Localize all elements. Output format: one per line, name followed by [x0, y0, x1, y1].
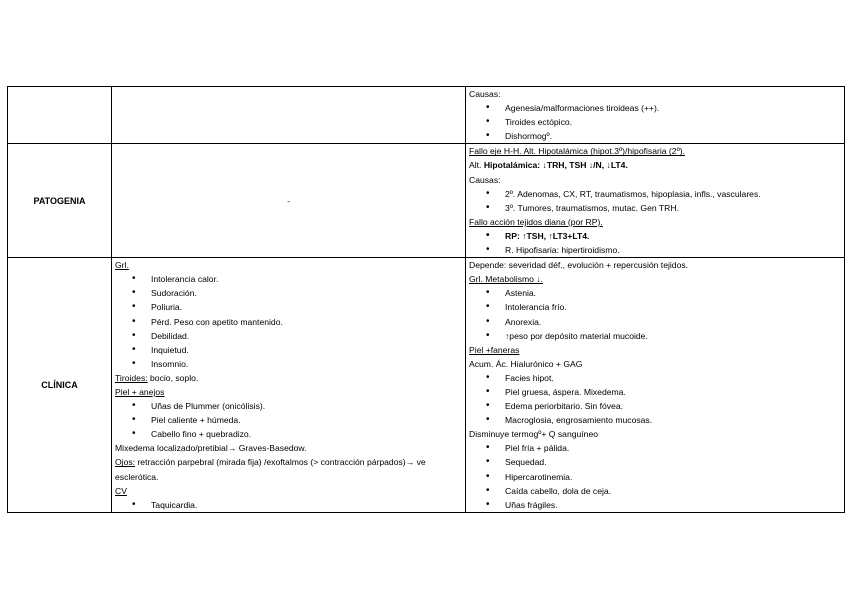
- list-item: • Anorexia.: [505, 315, 841, 329]
- tiroides-label: Tiroides:: [115, 372, 148, 383]
- list-item: • Insomnio.: [151, 357, 462, 371]
- list-item: • Debilidad.: [151, 329, 462, 343]
- middle-cell: [112, 87, 466, 144]
- cv-heading: CV: [115, 485, 127, 496]
- list-item: • ↑peso por depósito material mucoide.: [505, 329, 841, 343]
- list-item: • Macroglosia, engrosamiento mucosas.: [505, 413, 841, 427]
- list-item: • Inquietud.: [151, 343, 462, 357]
- list-item: • Sequedad.: [505, 455, 841, 469]
- list-item: • Hipercarotinemia.: [505, 470, 841, 484]
- mixedema-line: Mixedema localizado/pretibial→ Graves-Basedow.: [115, 443, 307, 454]
- disminuye-line: Disminuye termogº+ Q sanguíneo: [469, 429, 599, 440]
- acum-list: [469, 371, 841, 427]
- row-label: [8, 87, 112, 144]
- causas-title: Causas:: [469, 174, 501, 185]
- list-item: • Tiroides ectópico.: [505, 115, 841, 129]
- piel-faneras-heading: Piel +faneras: [469, 344, 520, 355]
- disminuye-list: [469, 441, 841, 511]
- list-item: • Caída cabello, dola de ceja.: [505, 484, 841, 498]
- rp-list: [469, 229, 841, 257]
- middle-cell: -: [112, 144, 466, 258]
- list-item: • Dishormogº.: [505, 129, 841, 143]
- depende-line: Depende: severidad déf., evolución + repercusión tejidos.: [469, 260, 689, 271]
- fallo-accion-heading: Fallo acción tejidos diana (por RP).: [469, 216, 603, 227]
- table-row: [8, 258, 845, 513]
- list-item: • Piel gruesa, áspera. Mixedema.: [505, 385, 841, 399]
- list-item: • Piel fría + pálida.: [505, 441, 841, 455]
- row-label-clinica: CLÍNICA: [8, 258, 112, 513]
- right-cell: [466, 87, 845, 144]
- alt-prefix: Alt.: [469, 160, 484, 171]
- list-item: • Astenia.: [505, 286, 841, 300]
- list-item: • Poliuria.: [151, 300, 462, 314]
- causas-title: Causas:: [469, 89, 501, 99]
- grl-metabolismo-heading: Grl. Metabolismo ↓.: [469, 274, 544, 285]
- list-item: • Edema periorbitario. Sin fóvea.: [505, 399, 841, 413]
- list-item: • Taquicardia.: [151, 498, 462, 512]
- tiroides-line: [115, 371, 462, 385]
- table-row: [8, 87, 845, 144]
- alt-bold-text: Hipotalámica: ↓TRH, TSH ↓/N, ↓LT4.: [483, 160, 628, 171]
- alt-hipotalamica-line: [469, 158, 841, 172]
- right-cell: [466, 258, 845, 513]
- list-item: • Facies hipot.: [505, 371, 841, 385]
- tiroides-text: bocio, soplo.: [147, 372, 199, 383]
- list-item: • Piel caliente + húmeda.: [151, 413, 462, 427]
- causas-list: [469, 187, 841, 215]
- right-cell: [466, 144, 845, 258]
- cv-list: [115, 498, 462, 512]
- list-item: • RP: ↑TSH, ↑LT3+LT4.: [505, 229, 841, 243]
- content-table: [7, 86, 845, 513]
- list-item: • Uñas de Plummer (onicólisis).: [151, 399, 462, 413]
- row-label-patogenia: PATOGENIA: [8, 144, 112, 258]
- ojos-label: Ojos:: [115, 457, 136, 468]
- list-item: • Agenesia/malformaciones tiroideas (++).: [505, 101, 841, 115]
- list-item: • 3º. Tumores, traumatismos, mutac. Gen TRH.: [505, 201, 841, 215]
- list-item: • R. Hipofisaria: hipertiroidismo.: [505, 243, 841, 257]
- ojos-line: [115, 455, 462, 483]
- table-row: [8, 144, 845, 258]
- list-item: • Pérd. Peso con apetito mantenido.: [151, 315, 462, 329]
- list-item: • Cabello fino + quebradizo.: [151, 427, 462, 441]
- list-item: • Intolerancia calor.: [151, 272, 462, 286]
- grl-heading: Grl.: [115, 260, 129, 271]
- middle-cell: [112, 258, 466, 513]
- list-item: • 2º. Adenomas, CX, RT, traumatismos, hipoplasia, infls., vasculares.: [505, 187, 841, 201]
- piel-list: [115, 399, 462, 441]
- list-item: • Intolerancia frío.: [505, 300, 841, 314]
- fallo-eje-heading: Fallo eje H-H. Alt. Hipotalámica (hipot.3º)/hipofisaria (2º).: [469, 146, 685, 157]
- piel-heading: Piel + anejos: [115, 386, 165, 397]
- acum-line: Acum. Ác. Hialurónico + GAG: [469, 358, 583, 369]
- grl-list: [115, 272, 462, 371]
- ojos-text: retracción parpebral (mirada fija) /exoftalmos (> contracción párpados)→ ve esclerótica.: [115, 457, 426, 482]
- metabolismo-list: [469, 286, 841, 342]
- list-item: • Uñas frágiles.: [505, 498, 841, 512]
- list-item: • Sudoración.: [151, 286, 462, 300]
- causas-list: [469, 101, 841, 143]
